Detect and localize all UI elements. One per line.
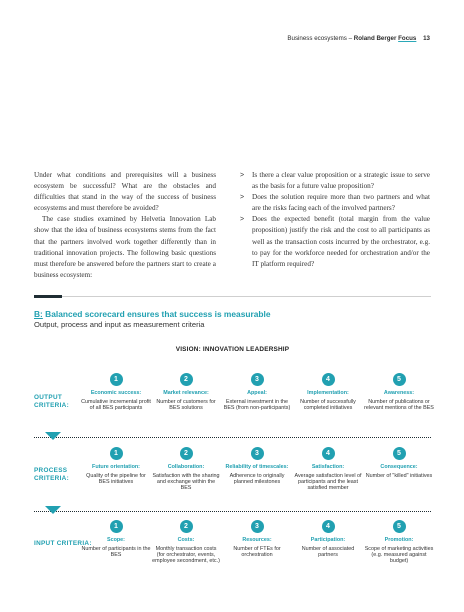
criteria-title: Resources: [242, 537, 272, 543]
criteria-cell [222, 373, 292, 411]
flow-arrow-icon [45, 506, 61, 514]
criteria-description: Number of successfully completed initiatives [300, 398, 356, 411]
row-label-process: PROCESS CRITERIA: [34, 467, 70, 482]
criteria-title: Consequence: [380, 464, 418, 470]
bullet-text: Does the expected benefit (total margin from the value proposition) justify the risk and the cost to all participants as well as the transaction costs incurred by the orchestrator, e.g. to pay for the workforce needed for orchestration and/or the IT platform required? [252, 215, 430, 268]
number-badge: 1 [110, 373, 123, 386]
header-section: Business ecosystems – [287, 35, 353, 42]
criteria-cell [293, 373, 363, 411]
criteria-description: Cumulative incremental profit of all BES participants [81, 398, 151, 411]
criteria-description: Scope of marketing activities (e.g. measured against budget) [364, 545, 434, 565]
criteria-description: Number of participants in the BES [81, 545, 151, 558]
number-badge: 3 [251, 373, 264, 386]
bullet-text: Is there a clear value proposition or a strategic issue to serve as the basis for a future value proposition? [252, 171, 430, 191]
criteria-cell [293, 447, 363, 491]
row-divider [34, 437, 431, 438]
criteria-title: Economic success: [90, 390, 142, 396]
header-brand: Roland Berger [353, 35, 397, 42]
number-badge: 4 [322, 373, 335, 386]
figure-label: B: [34, 309, 43, 319]
criteria-cell [151, 447, 221, 491]
criteria-cell [364, 520, 434, 564]
bullet-marker-icon: > [240, 216, 245, 224]
criteria-description: Number of FTEs for orchestration [233, 545, 281, 558]
number-badge: 4 [322, 447, 335, 460]
criteria-description: Adherence to originally planned milestones [229, 472, 285, 485]
bullet-marker-icon: > [240, 172, 245, 179]
criteria-description: Number of "killed" initiatives [365, 472, 433, 479]
number-badge: 2 [180, 520, 193, 533]
criteria-title: Awareness: [383, 390, 415, 396]
criteria-cell [293, 520, 363, 558]
figure-subtitle: Output, process and input as measurement criteria [34, 320, 205, 329]
header-focus: Focus [398, 35, 417, 42]
number-badge: 5 [393, 447, 406, 460]
criteria-title: Appeal: [247, 390, 267, 396]
page-number: 13 [423, 35, 430, 42]
criteria-cell [364, 447, 434, 479]
criteria-title: Reliability of timescales: [225, 464, 289, 470]
number-badge: 2 [180, 373, 193, 386]
bullet-item [240, 214, 430, 269]
number-badge: 1 [110, 447, 123, 460]
figure-title [34, 309, 270, 319]
criteria-title: Market relevance: [163, 390, 209, 396]
running-header [287, 35, 430, 42]
number-badge: 5 [393, 373, 406, 386]
bullet-marker-icon: > [240, 194, 245, 202]
criteria-title: Costs: [177, 537, 195, 543]
criteria-description: Monthly transaction costs (for orchestrator, events, employee secondment, etc.) [152, 545, 220, 565]
number-badge: 3 [251, 520, 264, 533]
criteria-description: External investment in the BES (from non-participants) [223, 398, 291, 411]
criteria-title: Future orientation: [92, 464, 140, 470]
number-badge: 1 [110, 520, 123, 533]
criteria-cell [151, 373, 221, 411]
criteria-cell [151, 520, 221, 564]
criteria-description: Number of publications or relevant mentions of the BES [364, 398, 434, 411]
criteria-title: Implementation: [307, 390, 349, 396]
criteria-description: Average satisfaction level of participants and the least satisfied member [294, 472, 362, 492]
criteria-cell [364, 373, 434, 411]
criteria-cell [222, 520, 292, 558]
number-badge: 2 [180, 447, 193, 460]
figure-rule-accent [34, 295, 62, 298]
bullet-item [240, 192, 430, 214]
criteria-cell [81, 447, 151, 485]
body-paragraph: Under what conditions and prerequisites will a business ecosystem be successful? What are the obstacles and difficulties that stand in the way of the success of business ecosystems and must therefore be avoided? [34, 171, 216, 213]
criteria-cell [81, 373, 151, 411]
number-badge: 5 [393, 520, 406, 533]
criteria-description: Number of associated partners [301, 545, 355, 558]
criteria-description: Number of customers for BES solutions [156, 398, 216, 411]
row-divider [34, 511, 431, 512]
criteria-cell [81, 520, 151, 558]
criteria-title: Satisfaction: [311, 464, 345, 470]
row-label-input: INPUT CRITERIA: [34, 540, 92, 547]
criteria-title: Collaboration: [167, 464, 205, 470]
flow-arrow-icon [45, 432, 61, 440]
row-label-output: OUTPUT CRITERIA: [34, 394, 70, 409]
body-paragraph: The case studies examined by Helvetia Innovation Lab show that the idea of business ecosystems stems from the fact that the partners involved work together differently than in traditional innovation projects. The following basic questions must therefore be answered before the partners start to create a business ecosystem: [34, 215, 216, 279]
criteria-cell [222, 447, 292, 485]
criteria-description: Satisfaction with the sharing and exchange within the BES [152, 472, 220, 492]
criteria-description: Quality of the pipeline for BES initiatives [86, 472, 146, 485]
criteria-title: Participation: [310, 537, 346, 543]
number-badge: 3 [251, 447, 264, 460]
vision-heading: VISION: INNOVATION LEADERSHIP [175, 346, 290, 353]
body-column-right [240, 170, 430, 270]
figure-title-text: Balanced scorecard ensures that success is measurable [45, 309, 271, 319]
number-badge: 4 [322, 520, 335, 533]
criteria-title: Scope: [107, 537, 125, 543]
figure-rule [62, 296, 431, 297]
bullet-text: Does the solution require more than two partners and what are the risks facing each of the involved partners? [252, 193, 430, 213]
bullet-item [240, 170, 430, 192]
body-column-left [34, 170, 216, 281]
criteria-title: Promotion: [384, 537, 414, 543]
